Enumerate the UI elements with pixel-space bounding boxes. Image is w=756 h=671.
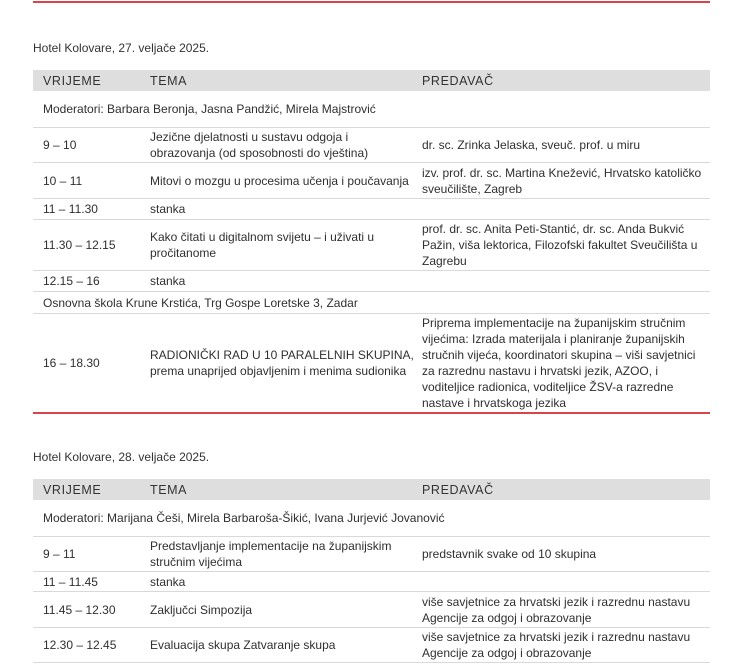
col-header-speaker: PREDAVAČ [422,70,710,91]
table-row [33,163,710,199]
day2-schedule-table [33,479,710,663]
table-header-row [33,479,710,500]
row-topic: Evaluacija skupa Zatvaranje skupa [150,628,422,663]
row-speaker: Priprema implementacije na županijskim stručnim vijećima: Izrada materijala i planiranje županijskih stručnih vijeća, koordinatori skupina – viši savjetnici za razrednu nastavu i hrvatski jezik, AZOO, i voditeljice radionica, voditeljice ŽSV-a razredne nastave i hrvatskoga jezika [422,314,710,414]
moderators-row [33,91,710,128]
table-row [33,572,710,592]
row-topic: Kako čitati u digitalnom svijetu – i uživati u pročitanome [150,220,422,271]
table-row [33,271,710,292]
day1-schedule-table [33,70,710,414]
day1-venue-date: Hotel Kolovare, 27. veljače 2025. [33,41,210,55]
row-speaker [422,572,710,592]
row-topic: Jezične djelatnosti u sustavu odgoja i obrazovanja (od sposobnosti do vještina) [150,128,422,163]
table-row [33,314,710,414]
day2-venue-date: Hotel Kolovare, 28. veljače 2025. [33,450,210,464]
row-time: 11 – 11.45 [33,572,150,592]
table-row [33,199,710,220]
row-speaker: izv. prof. dr. sc. Martina Knežević, Hrvatsko katoličko sveučilište, Zagreb [422,163,710,199]
row-time: 9 – 11 [33,537,150,572]
row-time: 16 – 18.30 [33,314,150,414]
row-speaker [422,271,710,292]
table-header-row [33,70,710,91]
col-header-topic: TEMA [150,479,422,500]
col-header-topic: TEMA [150,70,422,91]
row-speaker: više savjetnice za hrvatski jezik i razrednu nastavu Agencije za odgoj i obrazovanje [422,592,710,628]
row-speaker [422,199,710,220]
col-header-time: VRIJEME [33,479,150,500]
table-row [33,128,710,163]
row-topic: Mitovi o mozgu u procesima učenja i poučavanja [150,163,422,199]
row-topic: Zaključci Simpozija [150,592,422,628]
row-speaker: predstavnik svake od 10 skupina [422,537,710,572]
day2-programme [33,449,710,663]
row-time: 9 – 10 [33,128,150,163]
col-header-speaker: PREDAVAČ [422,479,710,500]
row-time: 11.30 – 12.15 [33,220,150,271]
day2-moderators: Moderatori: Marijana Češi, Mirela Barbaroša-Šikić, Ivana Jurjević Jovanović [33,500,710,537]
col-header-time: VRIJEME [33,70,150,91]
moderators-row [33,500,710,537]
row-time: 11 – 11.30 [33,199,150,220]
venue-row [33,292,710,314]
table-row [33,537,710,572]
table-row [33,220,710,271]
day1-second-venue: Osnovna škola Krune Krstića, Trg Gospe Loretske 3, Zadar [33,292,710,314]
row-topic: stanka [150,271,422,292]
day1-programme [33,40,710,414]
row-topic: RADIONIČKI RAD U 10 PARALELNIH SKUPINA, prema unaprijed objavljenim i menima sudionika [150,314,422,414]
row-time: 12.15 – 16 [33,271,150,292]
row-speaker: prof. dr. sc. Anita Peti-Stantić, dr. sc. Anda Bukvić Pažin, viša lektorica, Filozofski fakultet Sveučilišta u Zagrebu [422,220,710,271]
row-speaker: više savjetnice za hrvatski jezik i razrednu nastavu Agencije za odgoj i obrazovanje [422,628,710,663]
table-row [33,628,710,663]
top-divider [33,1,710,3]
row-topic: Predstavljanje implementacije na županijskim stručnim vijećima [150,537,422,572]
day1-moderators: Moderatori: Barbara Beronja, Jasna Pandžić, Mirela Majstrović [33,91,710,128]
row-time: 11.45 – 12.30 [33,592,150,628]
row-time: 10 – 11 [33,163,150,199]
row-topic: stanka [150,199,422,220]
row-speaker: dr. sc. Zrinka Jelaska, sveuč. prof. u miru [422,128,710,163]
row-topic: stanka [150,572,422,592]
row-time: 12.30 – 12.45 [33,628,150,663]
table-row [33,592,710,628]
